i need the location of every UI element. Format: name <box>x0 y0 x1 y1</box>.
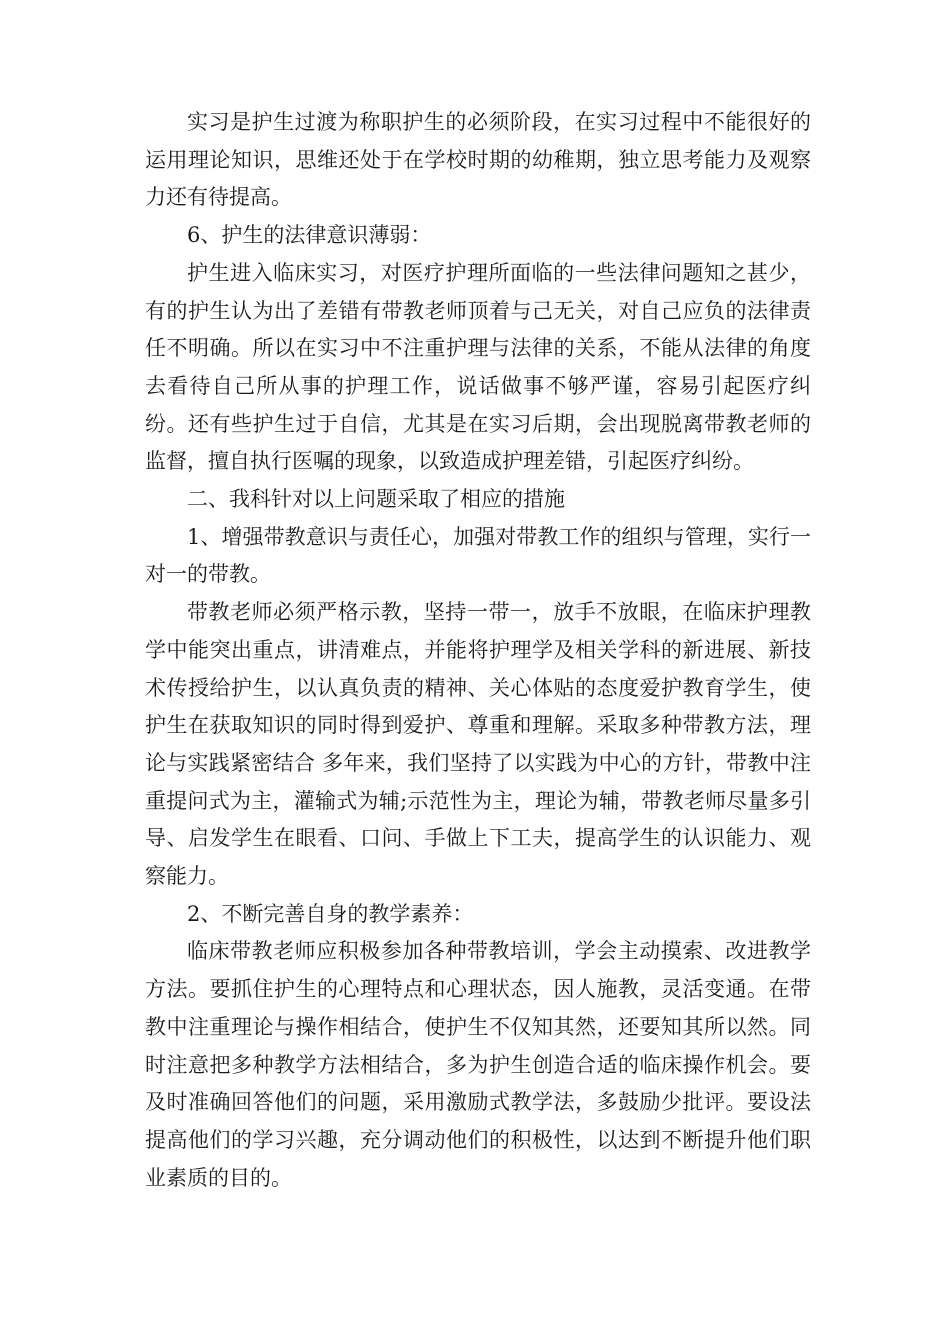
paragraph-teaching-quality: 临床带教老师应积极参加各种带教培训，学会主动摸索、改进教学方法。要抓住护生的心理特点和心理状态，因人施教，灵活变通。在带教中注重理论与操作相结合，使护生不仅知其然，还要知其所以然。同时注意把多种教学方法相结合，多为护生创造合适的临床操作机会。要及时准确回答他们的问题，采用激励式教学法，多鼓励少批评。要设法提高他们的学习兴趣，充分调动他们的积极性，以达到不断提升他们职业素质的目的。 <box>145 939 811 1190</box>
heading-teaching-responsibility: 1、增强带教意识与责任心，加强对带教工作的组织与管理，实行一对一的带教。 <box>145 524 811 587</box>
document-body <box>145 104 811 1197</box>
paragraph-internship-stage: 实习是护生过渡为称职护生的必须阶段，在实习过程中不能很好的运用理论知识，思维还处于在学校时期的幼稚期，独立思考能力及观察力还有待提高。 <box>145 110 811 210</box>
paragraph-teaching-methods: 带教老师必须严格示教，坚持一带一，放手不放眼，在临床护理教学中能突出重点，讲清难点，并能将护理学及相关学科的新进展、新技术传授给护生，以认真负责的精神、关心体贴的态度爱护教育学生，使护生在获取知识的同时得到爱护、尊重和理解。采取多种带教方法，理论与实践紧密结合 多年来，我们坚持了以实践为中心的方针，带教中注重提问式为主，灌输式为辅;示范性为主，理论为辅，带教老师尽量多引导、启发学生在眼看、口问、手做上下工夫，提高学生的认识能力、观察能力。 <box>145 600 811 889</box>
paragraph-legal-awareness: 护生进入临床实习，对医疗护理所面临的一些法律问题知之甚少，有的护生认为出了差错有带教老师顶着与己无关，对自己应负的法律责任不明确。所以在实习中不注重护理与法律的关系，不能从法律的角度去看待自己所从事的护理工作，说话做事不够严谨，容易引起医疗纠纷。还有些护生过于自信，尤其是在实习后期，会出现脱离带教老师的监督，擅自执行医嘱的现象，以致造成护理差错，引起医疗纠纷。 <box>145 260 811 474</box>
heading-teaching-quality: 2、不断完善自身的教学素养： <box>187 901 474 926</box>
section-heading-measures: 二、我科针对以上问题采取了相应的措施 <box>187 487 565 512</box>
heading-legal-awareness: 6、护生的法律意识薄弱： <box>187 223 432 248</box>
